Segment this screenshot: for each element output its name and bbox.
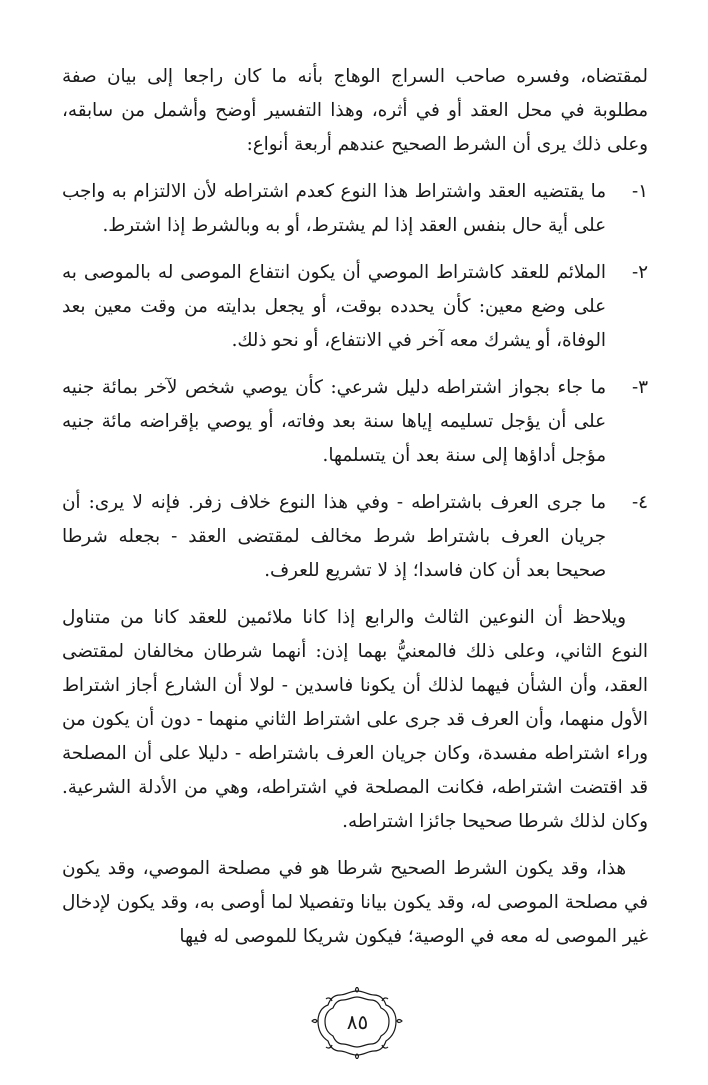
list-item-number: ١- — [631, 181, 648, 202]
list-item-text: ما يقتضيه العقد واشتراط هذا النوع كعدم اشتراطه لأن الالتزام به واجب على أية حال بنفس العقد إذا لم يشترط، أو به وبالشرط إذا اشترط. — [62, 181, 606, 236]
body-paragraph: هذا، وقد يكون الشرط الصحيح شرطا هو في مصلحة الموصي، وقد يكون في مصلحة الموصى له، وقد يكون بيانا وتفصيلا لما أوصى به، وقد يكون لإدخال غير الموصى له معه في الوصية؛ فيكون شريكا للموصى له فيها — [62, 858, 648, 947]
list-item-text: الملائم للعقد كاشتراط الموصي أن يكون انتفاع الموصى له بالموصى به على وضع معين: كأن يحدده بوقت، أو يجعل بدايته من وقت معين بعد الوفاة، أو يشرك معه آخر في الانتفاع، أو نحو ذلك. — [62, 262, 606, 351]
intro-paragraph: لمقتضاه، وفسره صاحب السراج الوهاج بأنه ما كان راجعا إلى بيان صفة مطلوبة في محل العقد أو في أثره، وهذا التفسير أوضح وأشمل من سابقه، وعلى ذلك يرى أن الشرط الصحيح عندهم أربعة أنواع: — [62, 66, 648, 155]
list-item — [62, 486, 648, 588]
list-item-number: ٢- — [631, 262, 648, 283]
page-content — [62, 60, 648, 967]
list-item-text: ما جاء بجواز اشتراطه دليل شرعي: كأن يوصي شخص لآخر بمائة جنيه على أن يؤجل تسليمه إياها سنة بعد وفاته، أو يوصي بإقراضه مائة جنيه مؤجل أداؤها إلى سنة بعد أن يتسلمها. — [62, 377, 606, 466]
list-item — [62, 175, 648, 243]
body-paragraph: ويلاحظ أن النوعين الثالث والرابع إذا كانا ملائمين للعقد كانا من متناول النوع الثاني، وعلى ذلك فالمعنيُّ بهما إذن: أنهما شرطان مخالفان لمقتضى العقد، وأن الشأن فيهما لذلك أن يكونا فاسدين - لولا أن الشارع أجاز اشتراط الأول منهما، وأن العرف قد جرى على اشتراط الثاني منهما - دون أن يكون من وراء اشتراطه مفسدة، وكان جريان العرف باشتراطه - دليلا على أن المصلحة قد اقتضت اشتراطه، فكانت المصلحة في اشتراطه، وهي من الأدلة الشرعية. وكان لذلك شرطا صحيحا جائزا اشتراطه. — [62, 607, 648, 832]
page-number-ornament — [310, 987, 405, 1059]
list-item — [62, 256, 648, 358]
list-item-number: ٣- — [631, 377, 648, 398]
list-item-number: ٤- — [631, 492, 648, 513]
list-item-text: ما جرى العرف باشتراطه - وفي هذا النوع خلاف زفر. فإنه لا يرى: أن جريان العرف باشتراط شرط مخالف لمقتضى العقد - بجعله شرطا صحيحا بعد أن كان فاسدا؛ إذ لا تشريع للعرف. — [62, 492, 606, 581]
list-item — [62, 371, 648, 473]
page-number: ٨٥ — [346, 1010, 369, 1034]
